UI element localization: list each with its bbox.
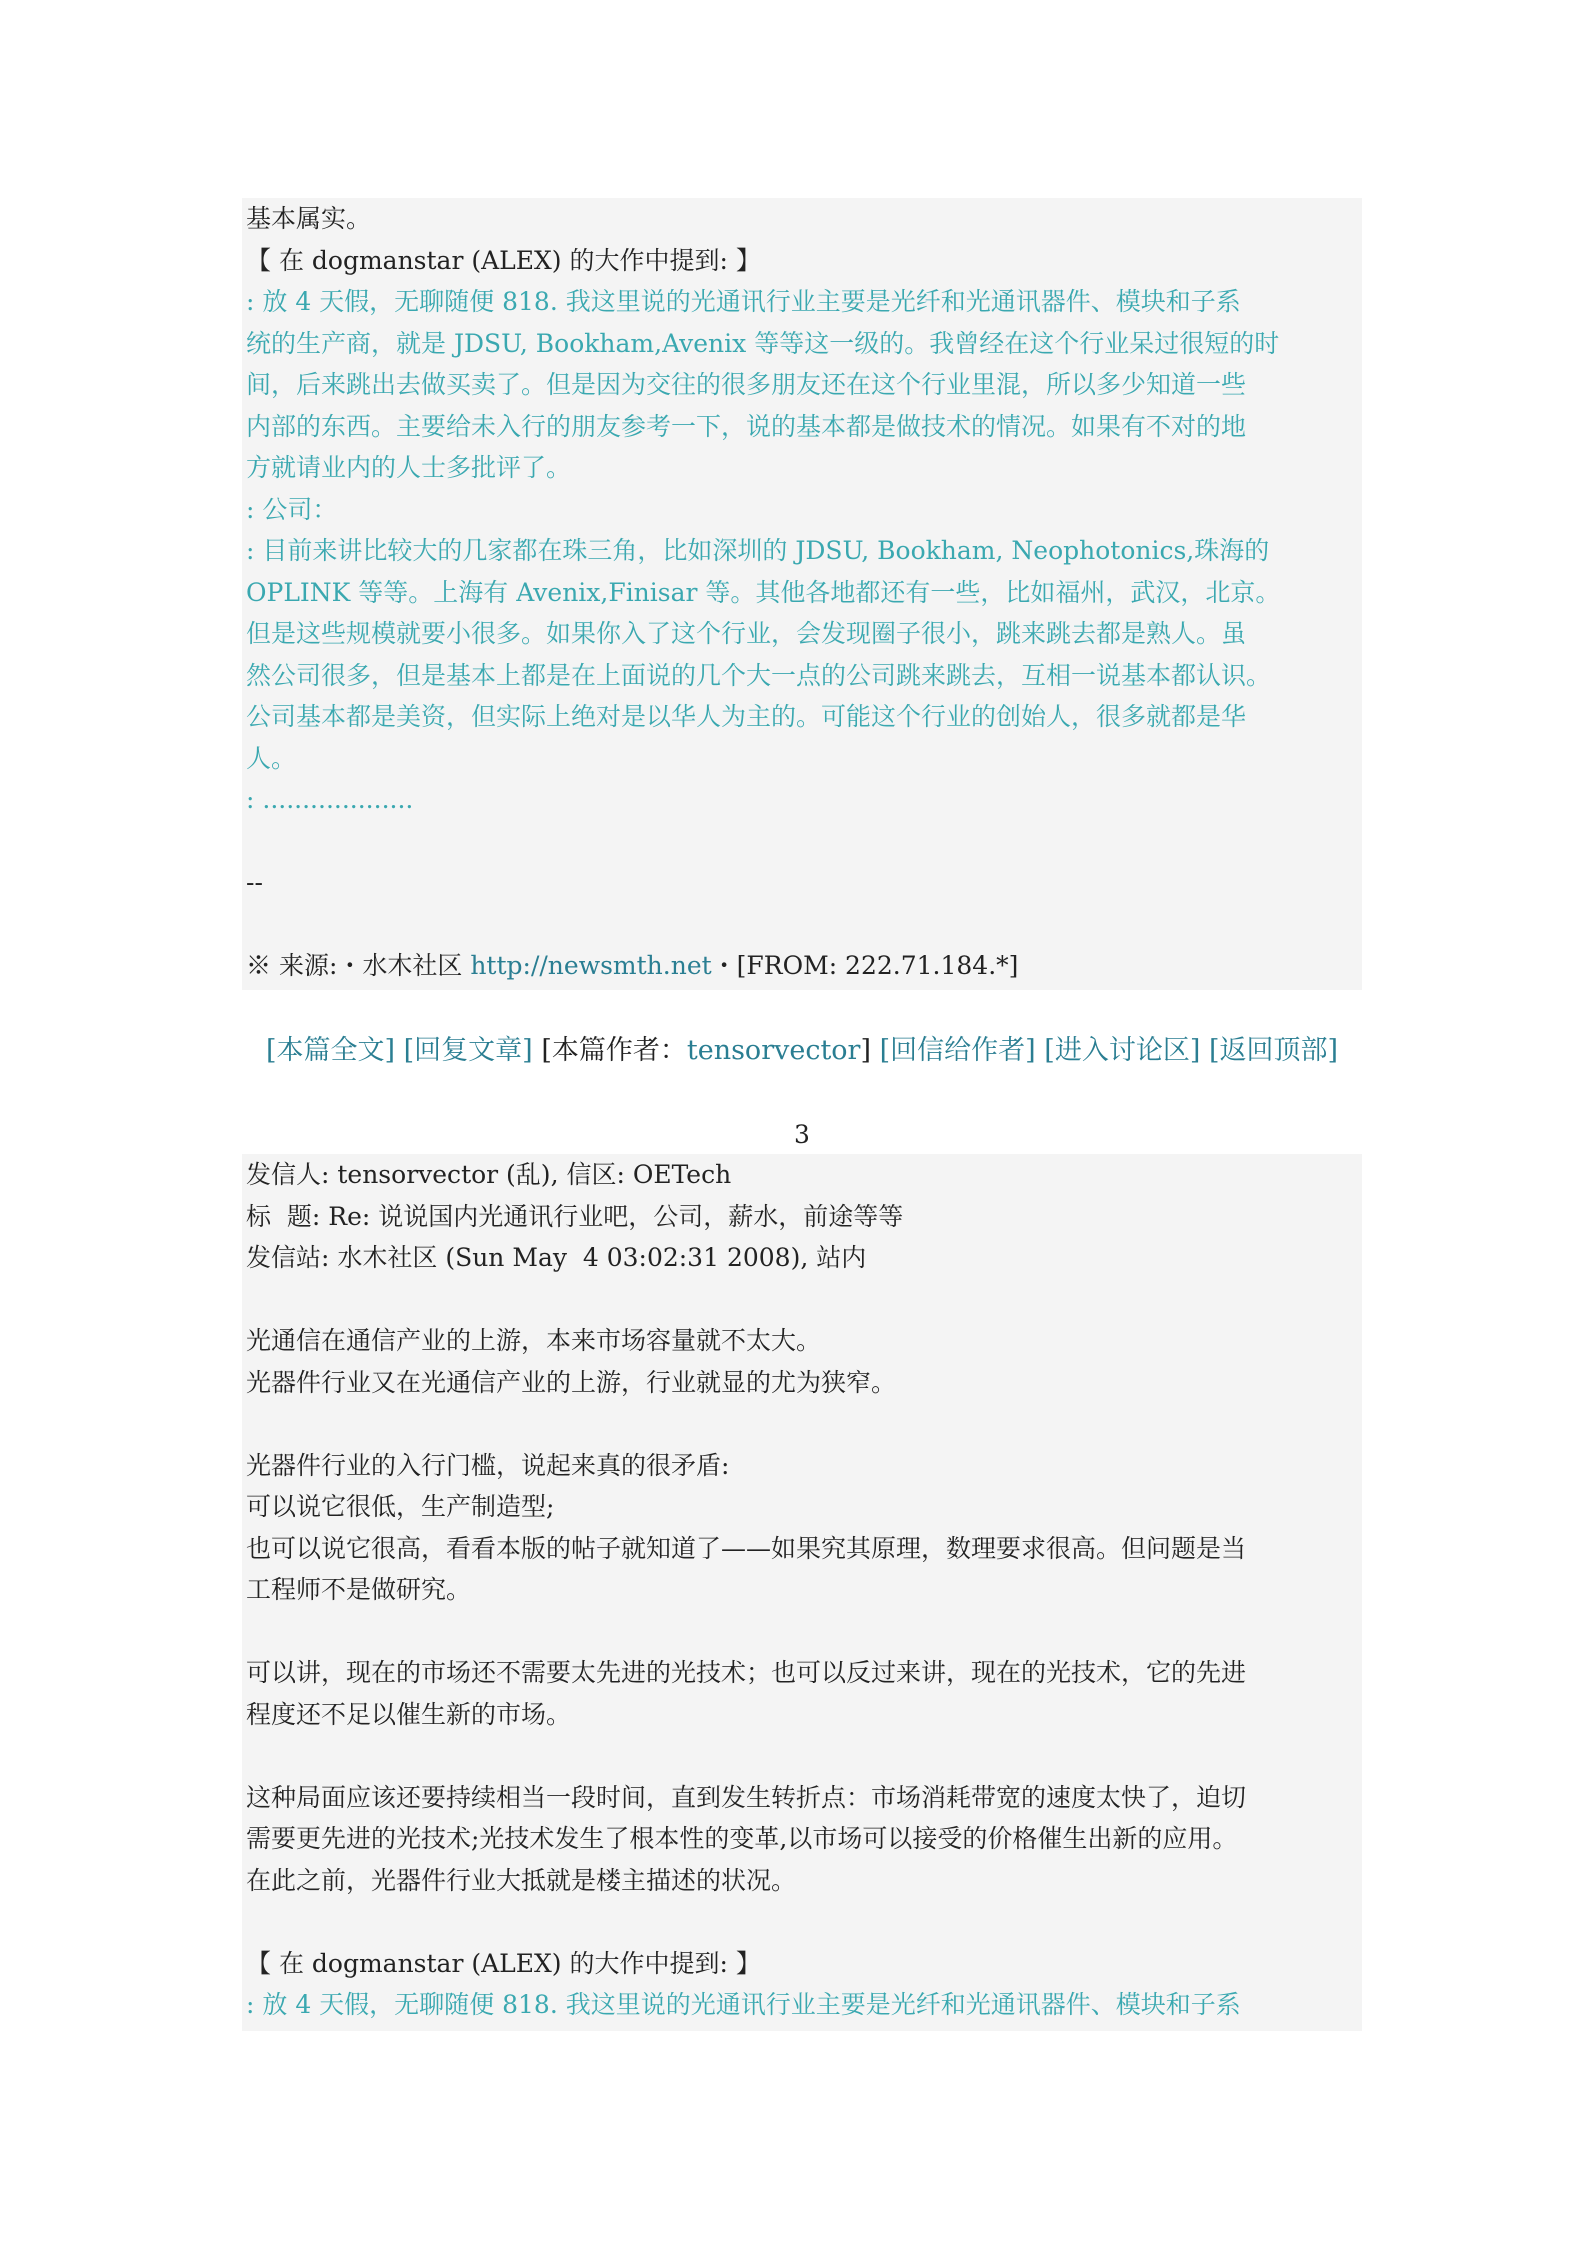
text-line (246, 1735, 1358, 1777)
post-body-2 (242, 1154, 1362, 2031)
text-line (246, 1901, 1358, 1943)
text-line (246, 821, 1358, 863)
mail-author-link[interactable]: [回信给作者] (879, 1035, 1036, 1066)
author-link[interactable]: tensorvector (686, 1035, 861, 1066)
source-suffix: ・[FROM: 222.71.184.*] (711, 951, 1019, 980)
reply-link[interactable]: [回复文章] (403, 1035, 533, 1066)
source-link[interactable]: http://newsmth.net (470, 951, 712, 980)
text-line: 光器件行业又在光通信产业的上游，行业就显的尤为狭窄。 (246, 1367, 897, 1397)
text-line: 【 在 dogmanstar (ALEX) 的大作中提到: 】 (246, 1948, 761, 1978)
quoted-line: 统的生产商，就是 JDSU, Bookham,Avenix 等等这一级的。我曾经在这个行业呆过很短的时 (246, 328, 1280, 358)
text-line: 【 在 dogmanstar (ALEX) 的大作中提到: 】 (246, 245, 761, 275)
post-navigation (242, 1030, 1362, 1072)
enter-board-link[interactable]: [进入讨论区] (1044, 1035, 1201, 1066)
quoted-line: : ................... (246, 785, 414, 814)
floor-number: 3 (794, 1120, 810, 1149)
text-line: 工程师不是做研究。 (246, 1575, 472, 1604)
text-line: -- (246, 868, 263, 897)
text-line (246, 1403, 1358, 1445)
quoted-line: 然公司很多，但是基本上都是在上面说的几个大一点的公司跳来跳去，互相一说基本都认识。 (246, 660, 1272, 690)
text-line (246, 1611, 1358, 1653)
text-line: 发信人: tensorvector (乱), 信区: OETech (246, 1160, 732, 1189)
quoted-line: OPLINK 等等。上海有 Avenix,Finisar 等。其他各地都还有一些，比如福州，武汉，北京。 (246, 577, 1281, 607)
text-line: 也可以说它很高，看看本版的帖子就知道了——如果究其原理，数理要求很高。但问题是当 (246, 1533, 1247, 1563)
post-body-1 (242, 198, 1362, 990)
quoted-line: : 放 4 天假，无聊随便 818. 我这里说的光通讯行业主要是光纤和光通讯器件、模块和子系 (246, 287, 1241, 316)
quoted-line: : 公司： (246, 494, 338, 524)
text-line: 基本属实。 (246, 204, 372, 233)
post-1-lines (246, 198, 1358, 945)
text-line: 标 题: Re: 说说国内光通讯行业吧，公司，薪水，前途等等 (246, 1201, 904, 1231)
text-line: 可以讲，现在的市场还不需要太先进的光技术；也可以反过来讲，现在的光技术，它的先进 (246, 1658, 1247, 1687)
text-line: 光器件行业的入行门槛，说起来真的很矛盾: (246, 1450, 730, 1480)
text-line: 光通信在通信产业的上游，本来市场容量就不太大。 (246, 1326, 822, 1355)
full-text-link[interactable]: [本篇全文] (265, 1035, 396, 1066)
author-info (541, 1035, 871, 1066)
text-line: 发信站: 水木社区 (Sun May 4 03:02:31 2008), 站内 (246, 1243, 867, 1272)
text-line (246, 1279, 1358, 1321)
quoted-line: 内部的东西。主要给未入行的朋友参考一下，说的基本都是做技术的情况。如果有不对的地 (246, 411, 1247, 441)
text-line (246, 904, 1358, 946)
text-line: 需要更先进的光技术;光技术发生了根本性的变革,以市场可以接受的价格催生出新的应用。 (246, 1824, 1238, 1853)
source-prefix: ※ 来源:・水木社区 (246, 951, 471, 980)
text-line: 程度还不足以催生新的市场。 (246, 1699, 572, 1729)
author-suffix: ] (860, 1035, 872, 1066)
back-to-top-link[interactable]: [返回顶部] (1208, 1035, 1339, 1066)
quoted-line: 方就请业内的人士多批评了。 (246, 453, 572, 482)
text-line: 这种局面应该还要持续相当一段时间，直到发生转折点：市场消耗带宽的速度太快了，迫切 (246, 1782, 1247, 1812)
text-line: 可以说它很低，生产制造型; (246, 1492, 555, 1521)
quoted-line: 人。 (246, 743, 297, 773)
post-2-lines (246, 1154, 1358, 2026)
quoted-line: : 放 4 天假，无聊随便 818. 我这里说的光通讯行业主要是光纤和光通讯器件、模块和子系 (246, 1990, 1241, 2019)
quoted-line: 间，后来跳出去做买卖了。但是因为交往的很多朋友还在这个行业里混，所以多少知道一些 (246, 370, 1247, 399)
author-prefix: [本篇作者： (541, 1035, 687, 1066)
quoted-line: 但是这些规模就要小很多。如果你入了这个行业，会发现圈子很小，跳来跳去都是熟人。虽 (246, 619, 1247, 648)
quoted-line: : 目前来讲比较大的几家都在珠三角，比如深圳的 JDSU, Bookham, Neophotonics,珠海的 (246, 536, 1270, 565)
quoted-line: 公司基本都是美资，但实际上绝对是以华人为主的。可能这个行业的创始人，很多就都是华 (246, 702, 1247, 731)
text-line: 在此之前，光器件行业大抵就是楼主描述的状况。 (246, 1865, 797, 1895)
source-line (246, 945, 1358, 987)
